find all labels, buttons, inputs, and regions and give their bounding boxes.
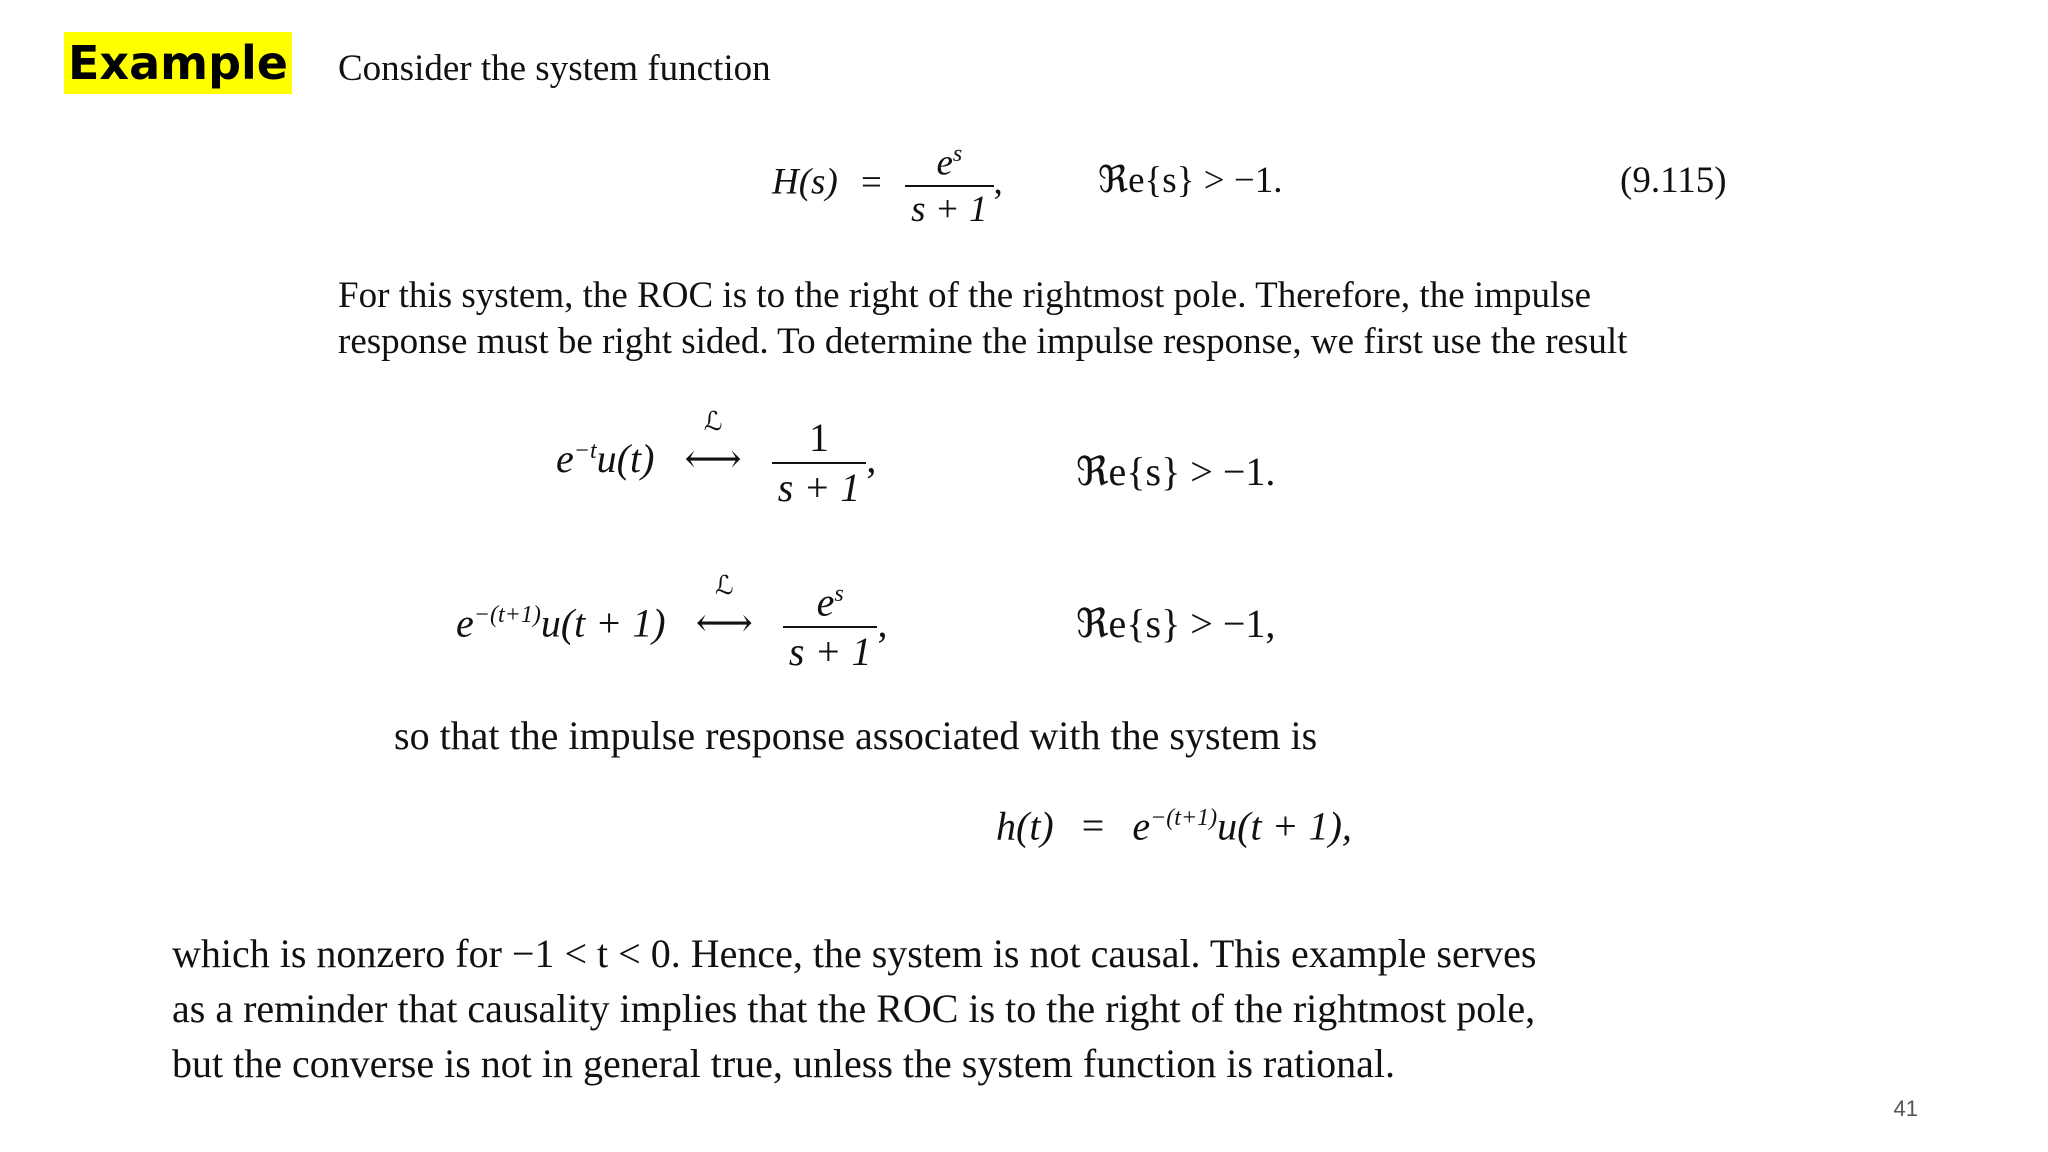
eq2-lhs: e bbox=[556, 436, 574, 482]
eq1-roc: ℜe{s} > −1. bbox=[1098, 160, 1283, 201]
eq3-lhs-tail: u(t + 1) bbox=[540, 600, 666, 646]
eq1-lhs: H(s) bbox=[772, 161, 838, 203]
eq3-fraction bbox=[783, 579, 878, 675]
eq3-transform-arrow bbox=[695, 571, 753, 646]
paragraph-2: so that the impulse response associated with the system is bbox=[394, 713, 1318, 758]
intro-text: Consider the system function bbox=[338, 48, 771, 89]
double-arrow-icon: ⟷ bbox=[684, 436, 742, 482]
equation-transform-pair-2 bbox=[456, 571, 888, 675]
paragraph-3-line-1: which is nonzero for −1 < t < 0. Hence, the system is not causal. This example serves bbox=[172, 931, 1537, 976]
double-arrow-icon: ⟷ bbox=[695, 600, 753, 646]
eq4-rhs-sup: −(t+1) bbox=[1150, 805, 1218, 831]
eq1-equals: = bbox=[861, 161, 882, 203]
paragraph-3-line-3: but the converse is not in general true, unless the system function is rational. bbox=[172, 1041, 1396, 1086]
equation-transform-pair-1 bbox=[556, 407, 877, 510]
eq3-lhs: e bbox=[456, 600, 474, 646]
eq3-num-sup: s bbox=[834, 581, 844, 607]
eq3-roc: ℜe{s} > −1, bbox=[1076, 601, 1276, 646]
eq2-roc: ℜe{s} > −1. bbox=[1076, 449, 1276, 494]
eq3-den: s + 1 bbox=[788, 629, 872, 675]
eq4-rhs: e bbox=[1132, 803, 1151, 849]
eq3-comma: , bbox=[877, 600, 888, 646]
eq2-lhs-tail: u(t) bbox=[596, 436, 655, 482]
eq2-lhs-sup: −t bbox=[573, 437, 597, 464]
eq1-den: s + 1 bbox=[911, 189, 988, 231]
eq2-transform-label: ℒ bbox=[703, 407, 723, 437]
equation-system-function bbox=[772, 141, 1003, 231]
eq1-fraction bbox=[905, 141, 993, 231]
eq3-lhs-sup: −(t+1) bbox=[473, 602, 541, 629]
eq1-num: e bbox=[936, 142, 953, 184]
equation-impulse-response bbox=[996, 803, 1352, 849]
eq2-den: s + 1 bbox=[777, 465, 861, 510]
eq2-comma: , bbox=[866, 436, 877, 482]
paragraph-3-line-2: as a reminder that causality implies that the ROC is to the right of the rightmost pole, bbox=[172, 986, 1536, 1031]
eq3-transform-label: ℒ bbox=[714, 571, 734, 601]
eq4-lhs: h(t) bbox=[996, 803, 1054, 849]
eq4-rhs-tail: u(t + 1), bbox=[1217, 803, 1352, 849]
eq4-equals: = bbox=[1081, 803, 1105, 849]
eq1-comma: , bbox=[993, 161, 1003, 203]
example-badge: Example bbox=[64, 32, 292, 94]
eq2-num: 1 bbox=[772, 418, 867, 464]
eq3-num: e bbox=[816, 579, 835, 625]
paragraph-1-line-2: response must be right sided. To determine the impulse response, we first use the result bbox=[338, 321, 1628, 362]
page-number: 41 bbox=[1893, 1096, 1918, 1121]
eq2-transform-arrow bbox=[684, 407, 742, 482]
eq1-num-sup: s bbox=[952, 141, 963, 167]
paragraph-1-line-1: For this system, the ROC is to the right of the rightmost pole. Therefore, the impulse bbox=[338, 275, 1592, 316]
eq2-fraction bbox=[772, 415, 867, 510]
eq1-number: (9.115) bbox=[1620, 160, 1727, 201]
